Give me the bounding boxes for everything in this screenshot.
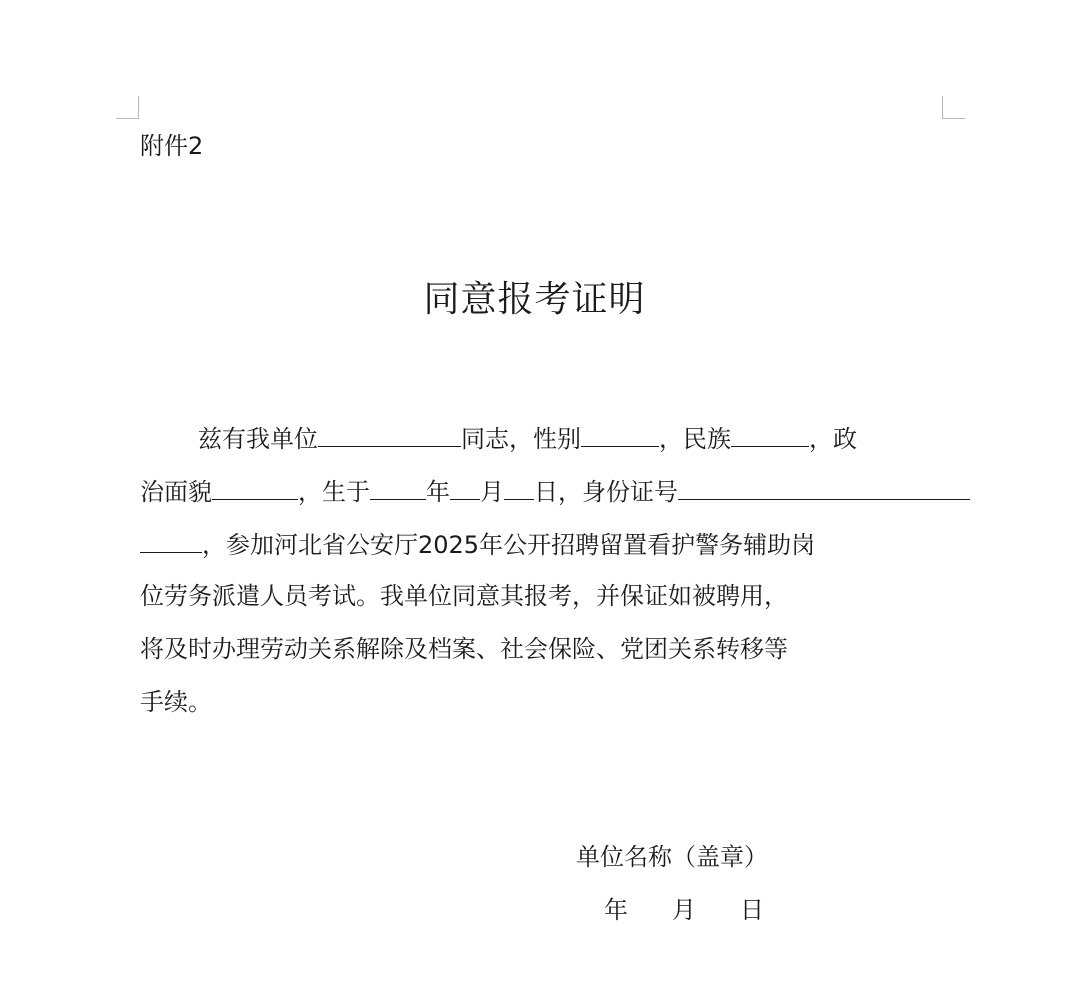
text: 治面貌 xyxy=(140,478,212,506)
text: ，生于 xyxy=(298,478,370,506)
text: 月 xyxy=(480,478,504,506)
body-line-1 xyxy=(198,420,857,456)
body-line-5: 将及时办理劳动关系解除及档案、社会保险、党团关系转移等 xyxy=(140,635,788,663)
text: 日，身份证号 xyxy=(534,478,678,506)
text: ，政 xyxy=(809,425,857,453)
body-line-4: 位劳务派遣人员考试。我单位同意其报考，并保证如被聘用， xyxy=(140,582,788,610)
text: 同志，性别 xyxy=(461,425,581,453)
body-line-6: 手续。 xyxy=(140,688,212,716)
attachment-label: 附件2 xyxy=(140,132,204,160)
day-label: 日 xyxy=(740,896,764,924)
unit-name-seal: 单位名称（盖章） xyxy=(576,843,768,871)
document-title: 同意报考证明 xyxy=(423,279,646,320)
text: ，民族 xyxy=(659,425,731,453)
birth-day-blank xyxy=(504,473,534,500)
ethnicity-blank xyxy=(731,420,809,447)
text: 年 xyxy=(426,478,450,506)
text: 兹有我单位 xyxy=(198,425,318,453)
birth-year-blank xyxy=(370,473,426,500)
text: ，参加河北省公安厅2025年公开招聘留置看护警务辅助岗 xyxy=(202,531,816,559)
month-label: 月 xyxy=(672,896,696,924)
signature-date xyxy=(604,893,764,927)
gender-blank xyxy=(581,420,659,447)
body-line-2 xyxy=(140,473,970,509)
political-status-blank xyxy=(212,473,298,500)
year-label: 年 xyxy=(604,896,628,924)
page-corner-mark-top-right xyxy=(942,96,965,119)
page-corner-mark-top-left xyxy=(116,96,139,119)
id-number-blank xyxy=(678,473,970,500)
birth-month-blank xyxy=(450,473,480,500)
id-number-blank-continued xyxy=(140,526,202,553)
body-line-3 xyxy=(140,526,815,562)
name-blank xyxy=(318,420,461,447)
